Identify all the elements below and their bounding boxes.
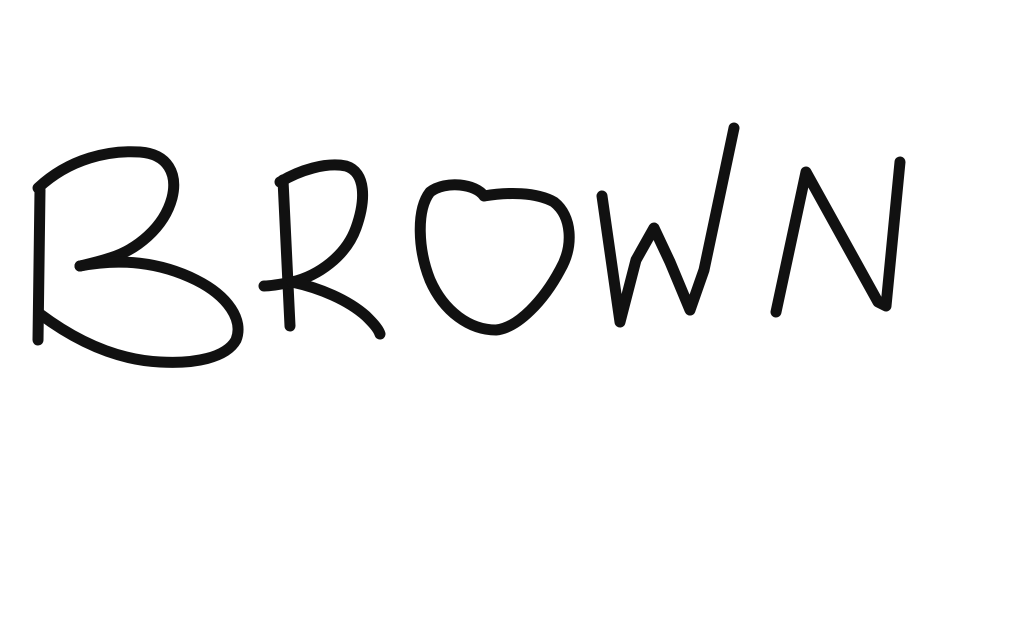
letter-b-lower-bowl [40,262,238,362]
letter-n [776,162,900,312]
letter-w-strokes [602,128,734,322]
letter-w [602,128,734,322]
letter-r-bowl [264,165,363,286]
letter-n-strokes [776,162,900,312]
letter-r [264,165,380,334]
letter-r-leg [292,282,380,334]
letter-r-stem [283,180,290,326]
letter-o-loop [420,185,569,330]
letter-o [420,185,569,330]
letter-b [38,152,238,363]
letter-b-upper-bowl [38,152,174,266]
